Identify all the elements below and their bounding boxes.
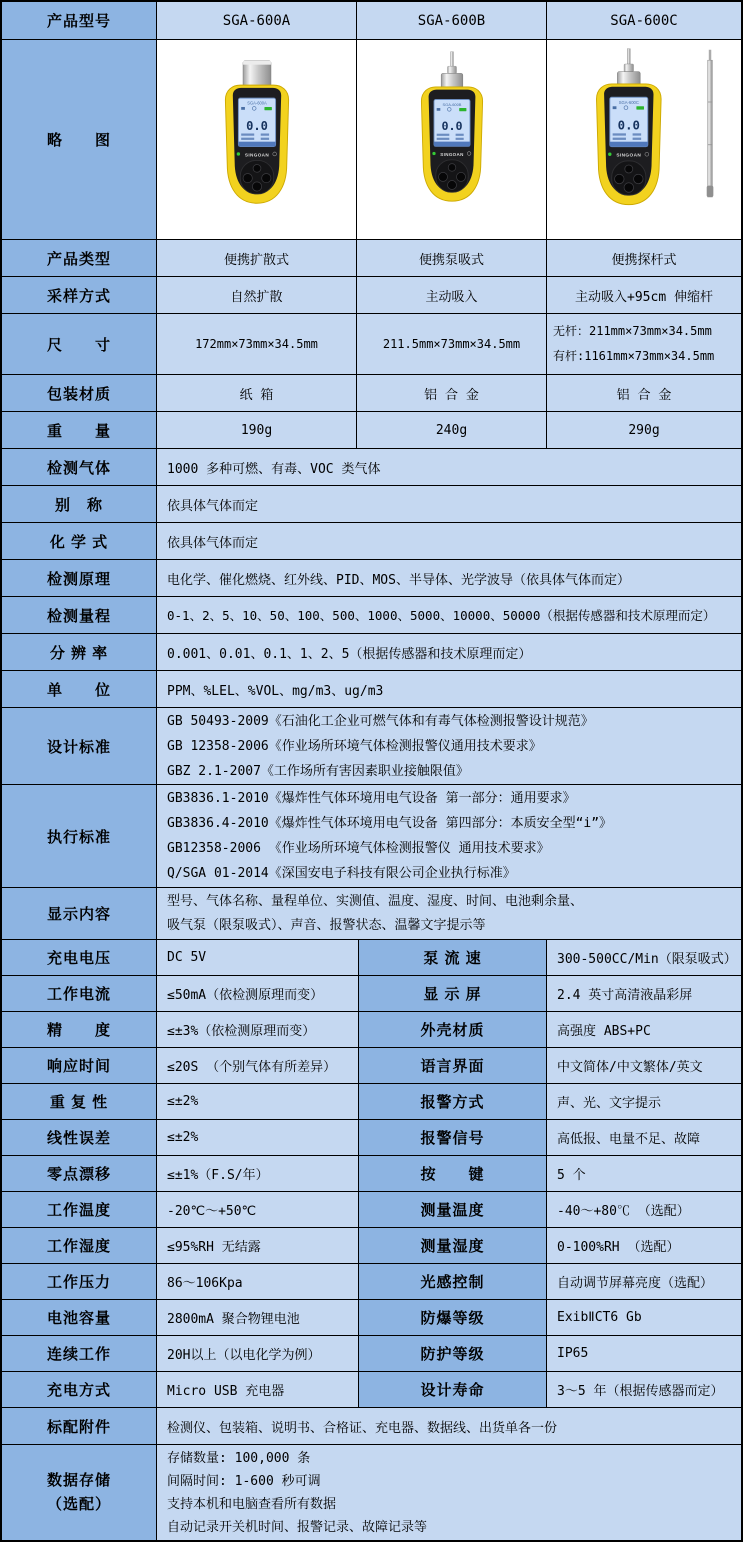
row-label-pump-flow: 泵 流 速 (359, 940, 547, 975)
table-row-weight (2, 412, 741, 449)
value-alarm-mode: 声、光、文字提示 (547, 1084, 741, 1119)
value-data-storage (157, 1445, 741, 1540)
table-row-continuous-work (2, 1336, 741, 1372)
device-image-cell-c (547, 40, 741, 239)
value-alias: 依具体气体而定 (157, 486, 741, 522)
row-label-unit: 单 位 (2, 671, 157, 707)
brand-label: SINGOAN (439, 151, 464, 157)
screen-statusbar (610, 141, 648, 146)
value-weight-b: 240g (357, 412, 547, 448)
value-packaging-a: 纸 箱 (157, 375, 357, 411)
row-label-display-content: 显示内容 (2, 888, 157, 939)
value-detect-range: 0-1、2、5、10、50、100、500、1000、5000、10000、50000（根据传感器和技术原理而定） (157, 597, 741, 633)
row-label-language: 语言界面 (359, 1048, 547, 1083)
device-screen (610, 97, 648, 146)
table-row-zero-drift (2, 1156, 741, 1192)
screen-reading: 0.0 (617, 118, 640, 133)
row-label-protection-level: 防护等级 (359, 1336, 547, 1371)
speaker-icon (613, 106, 617, 109)
row-label-response-time: 响应时间 (2, 1048, 157, 1083)
screen-reading: 0.0 (245, 118, 268, 133)
button-pad (612, 160, 646, 194)
design-standard-line-3: GBZ 2.1-2007《工作场所有害因素职业接触限值》 (167, 763, 469, 779)
value-accuracy: ≤±3%（依检测原理而变） (157, 1012, 359, 1047)
value-chemical-formula: 依具体气体而定 (157, 523, 741, 559)
value-charge-voltage: DC 5V (157, 940, 359, 975)
row-label-execution-standard: 执行标准 (2, 785, 157, 887)
speaker-icon (436, 108, 440, 111)
screen-model-label: SGA-600C (618, 99, 639, 105)
table-row-sampling-method (2, 277, 741, 314)
speaker-icon (241, 106, 245, 109)
value-display-content (157, 888, 741, 939)
device-image-sga-600b (362, 44, 542, 236)
device-image-cell-a (157, 40, 357, 239)
data-storage-line-3: 支持本机和电脑查看所有数据 (167, 1496, 337, 1512)
row-label-linear-error: 线性误差 (2, 1120, 157, 1155)
value-zero-drift: ≤±1%（F.S/年） (157, 1156, 359, 1191)
table-row-chemical-formula (2, 523, 741, 560)
device-screen (434, 99, 470, 146)
design-standard-line-2: GB 12358-2006《作业场所环境气体检测报警仪通用技术要求》 (167, 738, 542, 754)
row-label-battery-capacity: 电池容量 (2, 1300, 157, 1335)
battery-icon (636, 106, 644, 109)
screen-row-bar (613, 137, 626, 139)
row-label-work-current: 工作电流 (2, 976, 157, 1011)
row-label-alias: 别 称 (2, 486, 157, 522)
model-name-sga-600c: SGA-600C (547, 2, 741, 39)
data-storage-line-1: 存储数量: 100,000 条 (167, 1450, 311, 1466)
data-storage-line-4: 自动记录开关机时间、报警记录、故障记录等 (167, 1519, 428, 1535)
row-label-detect-gas: 检测气体 (2, 449, 157, 485)
row-label-continuous-work: 连续工作 (2, 1336, 157, 1371)
screen-row-bar (436, 137, 449, 139)
display-content-line-2: 吸气泵（限泵吸式）、声音、报警状态、温馨文字提示等 (167, 917, 486, 933)
pump-probe (617, 48, 640, 85)
row-label-work-pressure: 工作压力 (2, 1264, 157, 1299)
screen-row-bar (613, 133, 626, 135)
pump-probe (441, 51, 463, 88)
value-battery-capacity: 2800mA 聚合物锂电池 (157, 1300, 359, 1335)
value-dimensions-c (547, 314, 741, 374)
table-row-unit (2, 671, 741, 708)
table-row-design-standard (2, 708, 741, 785)
brand-label: SINGOAN (244, 151, 269, 157)
table-row-charge-mode (2, 1372, 741, 1408)
row-label-zero-drift: 零点漂移 (2, 1156, 157, 1191)
value-sampling-c: 主动吸入+95cm 伸缩杆 (547, 277, 741, 313)
row-label-alarm-mode: 报警方式 (359, 1084, 547, 1119)
value-light-control: 自动调节屏幕亮度（选配） (547, 1264, 741, 1299)
device-image-cell-b (357, 40, 547, 239)
value-charge-mode: Micro USB 充电器 (157, 1372, 359, 1407)
value-dimensions-a: 172mm×73mm×34.5mm (157, 314, 357, 374)
table-row-repeatability (2, 1084, 741, 1120)
value-product-type-a: 便携扩散式 (157, 240, 357, 276)
value-design-life: 3～5 年（根据传感器而定） (547, 1372, 741, 1407)
value-explosion-proof: ExibⅡCT6 Gb (547, 1300, 741, 1335)
screen-row-bar (241, 133, 254, 135)
row-label-accuracy: 精 度 (2, 1012, 157, 1047)
value-dimensions-b: 211.5mm×73mm×34.5mm (357, 314, 547, 374)
value-detect-principle: 电化学、催化燃烧、红外线、PID、MOS、半导体、光学波导（依具体气体而定） (157, 560, 741, 596)
row-label-packaging: 包装材质 (2, 375, 157, 411)
device-screen (238, 98, 275, 146)
table-row-data-storage (2, 1445, 741, 1540)
sensor-cap (243, 60, 271, 86)
data-storage-line-2: 间隔时间: 1-600 秒可调 (167, 1473, 321, 1489)
screen-statusbar (434, 141, 470, 146)
led-indicator (236, 152, 239, 155)
value-execution-standard (157, 785, 741, 887)
screen-row-bar (436, 133, 449, 135)
value-work-pressure: 86～106Kpa (157, 1264, 359, 1299)
value-continuous-work: 20H以上（以电化学为例） (157, 1336, 359, 1371)
value-weight-c: 290g (547, 412, 741, 448)
row-label-data-storage (2, 1445, 157, 1540)
value-response-time: ≤20S （个别气体有所差异） (157, 1048, 359, 1083)
screen-row-bar (455, 133, 463, 135)
execution-standard-line-3: GB12358-2006 《作业场所环境气体检测报警仪 通用技术要求》 (167, 841, 550, 856)
row-label-design-standard: 设计标准 (2, 708, 157, 784)
design-standard-line-1: GB 50493-2009《石油化工企业可燃气体和有毒气体检测报警设计规范》 (167, 713, 594, 729)
value-detect-gas: 1000 多种可燃、有毒、VOC 类气体 (157, 449, 741, 485)
telescopic-rod (707, 49, 714, 196)
row-label-keys: 按 键 (359, 1156, 547, 1191)
value-alarm-signal: 高低报、电量不足、故障 (547, 1120, 741, 1155)
table-row-battery-capacity (2, 1300, 741, 1336)
execution-standard-line-2: GB3836.4-2010《爆炸性气体环境用电气设备 第四部分：本质安全型“i”》 (167, 816, 613, 831)
row-label-work-temperature: 工作温度 (2, 1192, 157, 1227)
row-label-design-life: 设计寿命 (359, 1372, 547, 1407)
led-indicator (432, 151, 435, 154)
value-protection-level: IP65 (547, 1336, 741, 1371)
screen-row-bar (260, 137, 268, 139)
value-linear-error: ≤±2% (157, 1120, 359, 1155)
value-keys: 5 个 (547, 1156, 741, 1191)
table-row-work-temperature (2, 1192, 741, 1228)
screen-model-label: SGA-600B (442, 101, 461, 107)
row-label-chemical-formula: 化 学 式 (2, 523, 157, 559)
screen-statusbar (238, 141, 275, 146)
row-label-repeatability: 重 复 性 (2, 1084, 157, 1119)
table-row-work-current (2, 976, 741, 1012)
value-shell-material: 高强度 ABS+PC (547, 1012, 741, 1047)
row-label-work-humidity: 工作湿度 (2, 1228, 157, 1263)
table-row-accuracy (2, 1012, 741, 1048)
row-label-light-control: 光感控制 (359, 1264, 547, 1299)
data-storage-label-line-1: 数据存储 (46, 1471, 111, 1489)
row-label-explosion-proof: 防爆等级 (359, 1300, 547, 1335)
table-row-charge-voltage (2, 940, 741, 976)
screen-row-bar (633, 137, 642, 139)
dimensions-c-line-1: 无杆：211mm×73mm×34.5mm (553, 324, 712, 338)
model-name-sga-600a: SGA-600A (157, 2, 357, 39)
row-label-sampling-method: 采样方式 (2, 277, 157, 313)
value-work-current: ≤50mA（依检测原理而变） (157, 976, 359, 1011)
row-label-charge-mode: 充电方式 (2, 1372, 157, 1407)
row-label-measure-humidity: 测量湿度 (359, 1228, 547, 1263)
table-row-resolution (2, 634, 741, 671)
table-row-display-content (2, 888, 741, 940)
row-label-detect-range: 检测量程 (2, 597, 157, 633)
value-resolution: 0.001、0.01、0.1、1、2、5（根据传感器和技术原理而定） (157, 634, 741, 670)
execution-standard-line-4: Q/SGA 01-2014《深国安电子科技有限公司企业执行标准》 (167, 866, 516, 881)
value-measure-humidity: 0-100%RH （选配） (547, 1228, 741, 1263)
table-row-alias (2, 486, 741, 523)
value-packaging-c: 铝 合 金 (547, 375, 741, 411)
value-work-temperature: -20℃～+50℃ (157, 1192, 359, 1227)
value-product-type-b: 便携泵吸式 (357, 240, 547, 276)
row-label-detect-principle: 检测原理 (2, 560, 157, 596)
value-display-screen: 2.4 英寸高清液晶彩屏 (547, 976, 741, 1011)
table-row-execution-standard (2, 785, 741, 888)
value-measure-temperature: -40～+80℃ （选配） (547, 1192, 741, 1227)
value-weight-a: 190g (157, 412, 357, 448)
value-unit: PPM、%LEL、%VOL、mg/m3、ug/m3 (157, 671, 741, 707)
value-accessories: 检测仪、包装箱、说明书、合格证、充电器、数据线、出货单各一份 (157, 1408, 741, 1444)
table-row-accessories (2, 1408, 741, 1445)
value-repeatability: ≤±2% (157, 1084, 359, 1119)
row-label-resolution: 分 辨 率 (2, 634, 157, 670)
row-label-weight: 重 量 (2, 412, 157, 448)
dimensions-c-line-2: 有杆:1161mm×73mm×34.5mm (553, 349, 715, 363)
table-row-sketch (2, 40, 741, 240)
device-unit (597, 48, 662, 204)
row-label-dimensions: 尺 寸 (2, 314, 157, 374)
table-row-detect-range (2, 597, 741, 634)
row-label-charge-voltage: 充电电压 (2, 940, 157, 975)
value-sampling-b: 主动吸入 (357, 277, 547, 313)
screen-row-bar (260, 133, 268, 135)
table-row-detect-gas (2, 449, 741, 486)
table-row-detect-principle (2, 560, 741, 597)
table-row-packaging (2, 375, 741, 412)
row-label-measure-temperature: 测量温度 (359, 1192, 547, 1227)
value-work-humidity: ≤95%RH 无结露 (157, 1228, 359, 1263)
execution-standard-line-1: GB3836.1-2010《爆炸性气体环境用电气设备 第一部分：通用要求》 (167, 791, 576, 806)
device-image-sga-600a (164, 44, 350, 236)
table-row-product-model (2, 2, 741, 40)
row-label-product-model: 产品型号 (2, 2, 157, 39)
table-row-linear-error (2, 1120, 741, 1156)
table-row-response-time (2, 1048, 741, 1084)
screen-row-bar (633, 133, 642, 135)
row-label-product-type: 产品类型 (2, 240, 157, 276)
brand-label: SINGOAN (616, 153, 642, 159)
row-label-sketch: 略 图 (2, 40, 157, 239)
data-storage-label-line-2: （选配） (46, 1495, 111, 1513)
screen-row-bar (241, 137, 254, 139)
screen-model-label: SGA-600A (246, 100, 267, 106)
table-row-work-humidity (2, 1228, 741, 1264)
battery-icon (459, 108, 466, 111)
row-label-shell-material: 外壳材质 (359, 1012, 547, 1047)
value-pump-flow: 300-500CC/Min（限泵吸式） (547, 940, 741, 975)
screen-reading: 0.0 (440, 118, 463, 133)
screen-row-bar (455, 137, 463, 139)
device-image-sga-600c (549, 44, 739, 236)
value-design-standard (157, 708, 741, 784)
value-product-type-c: 便携探杆式 (547, 240, 741, 276)
row-label-accessories: 标配附件 (2, 1408, 157, 1444)
model-name-sga-600b: SGA-600B (357, 2, 547, 39)
button-pad (435, 159, 467, 191)
value-language: 中文简体/中文繁体/英文 (547, 1048, 741, 1083)
value-packaging-b: 铝 合 金 (357, 375, 547, 411)
table-row-product-type (2, 240, 741, 277)
button-pad (240, 160, 273, 193)
display-content-line-1: 型号、气体名称、量程单位、实测值、温度、湿度、时间、电池剩余量、 (167, 893, 584, 909)
battery-icon (264, 106, 271, 109)
table-row-work-pressure (2, 1264, 741, 1300)
value-sampling-a: 自然扩散 (157, 277, 357, 313)
table-row-dimensions (2, 314, 741, 375)
led-indicator (608, 152, 611, 155)
row-label-alarm-signal: 报警信号 (359, 1120, 547, 1155)
row-label-display-screen: 显 示 屏 (359, 976, 547, 1011)
